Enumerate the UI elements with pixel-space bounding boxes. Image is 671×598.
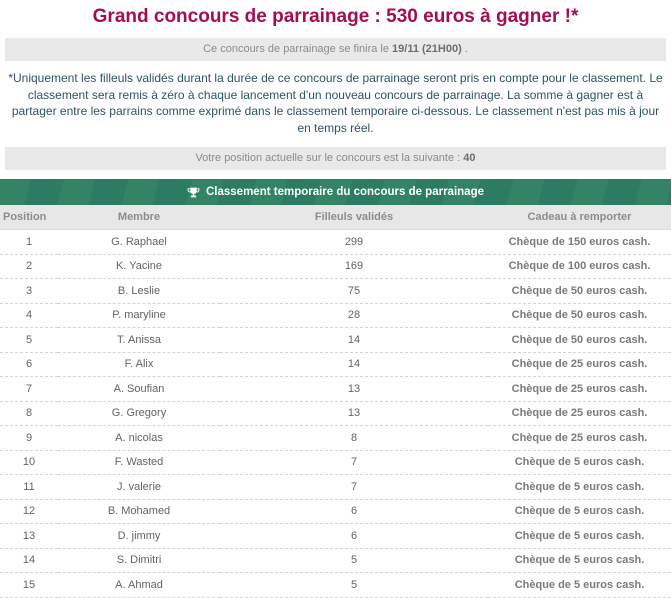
- table-row: [0, 377, 671, 402]
- table-row: [0, 230, 671, 255]
- cell-filleuls-valides: 299: [220, 230, 488, 255]
- cell-position: 8: [0, 401, 58, 426]
- table-row: [0, 303, 671, 328]
- deadline-notice: [5, 38, 666, 61]
- cell-position: 9: [0, 426, 58, 451]
- table-row: [0, 524, 671, 549]
- cell-cadeau: Chèque de 50 euros cash.: [488, 279, 671, 304]
- cell-filleuls-valides: 13: [220, 401, 488, 426]
- column-header-filleuls: Filleuls validés: [220, 205, 488, 230]
- table-row: [0, 573, 671, 598]
- cell-position: 14: [0, 548, 58, 573]
- cell-member: B. Leslie: [58, 279, 220, 304]
- table-row: [0, 279, 671, 304]
- cell-cadeau: Chèque de 25 euros cash.: [488, 401, 671, 426]
- ranking-banner-title: Classement temporaire du concours de parrainage: [205, 186, 484, 198]
- column-header-member: Membre: [58, 205, 220, 230]
- column-header-cadeau: Cadeau à remporter: [488, 205, 671, 230]
- trophy-icon: [187, 186, 200, 199]
- table-row: [0, 426, 671, 451]
- cell-cadeau: Chèque de 5 euros cash.: [488, 499, 671, 524]
- ranking-table: [0, 205, 671, 598]
- table-row: [0, 328, 671, 353]
- cell-position: 7: [0, 377, 58, 402]
- cell-cadeau: Chèque de 25 euros cash.: [488, 352, 671, 377]
- cell-position: 3: [0, 279, 58, 304]
- cell-member: P. maryline: [58, 303, 220, 328]
- cell-member: G. Gregory: [58, 401, 220, 426]
- table-row: [0, 475, 671, 500]
- position-notice-text: Votre position actuelle sur le concours est la suivante :: [195, 152, 464, 164]
- cell-filleuls-valides: 14: [220, 352, 488, 377]
- cell-member: F. Wasted: [58, 450, 220, 475]
- cell-filleuls-valides: 8: [220, 426, 488, 451]
- deadline-date: 19/11 (21H00): [392, 43, 462, 55]
- cell-filleuls-valides: 13: [220, 377, 488, 402]
- cell-cadeau: Chèque de 50 euros cash.: [488, 303, 671, 328]
- cell-position: 13: [0, 524, 58, 549]
- cell-position: 5: [0, 328, 58, 353]
- cell-filleuls-valides: 169: [220, 254, 488, 279]
- cell-cadeau: Chèque de 150 euros cash.: [488, 230, 671, 255]
- cell-filleuls-valides: 14: [220, 328, 488, 353]
- cell-cadeau: Chèque de 100 euros cash.: [488, 254, 671, 279]
- cell-position: 2: [0, 254, 58, 279]
- cell-filleuls-valides: 75: [220, 279, 488, 304]
- cell-cadeau: Chèque de 5 euros cash.: [488, 475, 671, 500]
- cell-member: F. Alix: [58, 352, 220, 377]
- cell-member: S. Dimitri: [58, 548, 220, 573]
- cell-position: 10: [0, 450, 58, 475]
- table-header-row: [0, 205, 671, 230]
- cell-filleuls-valides: 6: [220, 524, 488, 549]
- cell-cadeau: Chèque de 25 euros cash.: [488, 426, 671, 451]
- table-row: [0, 254, 671, 279]
- cell-filleuls-valides: 28: [220, 303, 488, 328]
- cell-member: K. Yacine: [58, 254, 220, 279]
- cell-member: A. Ahmad: [58, 573, 220, 598]
- position-notice: [5, 147, 666, 170]
- deadline-notice-suffix: .: [461, 43, 468, 55]
- page-title: Grand concours de parrainage : 530 euros à gagner !*: [92, 6, 579, 27]
- cell-cadeau: Chèque de 50 euros cash.: [488, 328, 671, 353]
- cell-filleuls-valides: 5: [220, 573, 488, 598]
- contest-page: [0, 6, 671, 598]
- cell-member: T. Anissa: [58, 328, 220, 353]
- cell-filleuls-valides: 5: [220, 548, 488, 573]
- cell-position: 4: [0, 303, 58, 328]
- cell-position: 1: [0, 230, 58, 255]
- current-position-value: 40: [463, 152, 476, 164]
- rules-paragraph: *Uniquement les filleuls validés durant la durée de ce concours de parrainage seront pris en compte pour le classement. Le classement sera remis à zéro à chaque lancement d'un nouveau concours de parrainage. La somme à gagner est à partager entre les parrains comme exprimé dans le classement temporaire ci-dessous. Le classement n'est pas mis à jour en temps réel.: [8, 71, 663, 135]
- cell-filleuls-valides: 7: [220, 450, 488, 475]
- column-header-position: Position: [0, 205, 58, 230]
- cell-position: 6: [0, 352, 58, 377]
- cell-member: A. Soufian: [58, 377, 220, 402]
- cell-cadeau: Chèque de 5 euros cash.: [488, 573, 671, 598]
- cell-position: 15: [0, 573, 58, 598]
- cell-position: 11: [0, 475, 58, 500]
- cell-filleuls-valides: 6: [220, 499, 488, 524]
- cell-member: B. Mohamed: [58, 499, 220, 524]
- table-row: [0, 401, 671, 426]
- cell-member: J. valerie: [58, 475, 220, 500]
- ranking-table-body: [0, 230, 671, 598]
- cell-member: G. Raphael: [58, 230, 220, 255]
- cell-member: A. nicolas: [58, 426, 220, 451]
- cell-position: 12: [0, 499, 58, 524]
- table-row: [0, 499, 671, 524]
- cell-cadeau: Chèque de 25 euros cash.: [488, 377, 671, 402]
- cell-cadeau: Chèque de 5 euros cash.: [488, 450, 671, 475]
- table-row: [0, 450, 671, 475]
- table-row: [0, 352, 671, 377]
- cell-filleuls-valides: 7: [220, 475, 488, 500]
- deadline-notice-text: Ce concours de parrainage se finira le: [203, 43, 393, 55]
- cell-cadeau: Chèque de 5 euros cash.: [488, 524, 671, 549]
- cell-member: D. jimmy: [58, 524, 220, 549]
- cell-cadeau: Chèque de 5 euros cash.: [488, 548, 671, 573]
- table-row: [0, 548, 671, 573]
- ranking-banner: [0, 179, 671, 205]
